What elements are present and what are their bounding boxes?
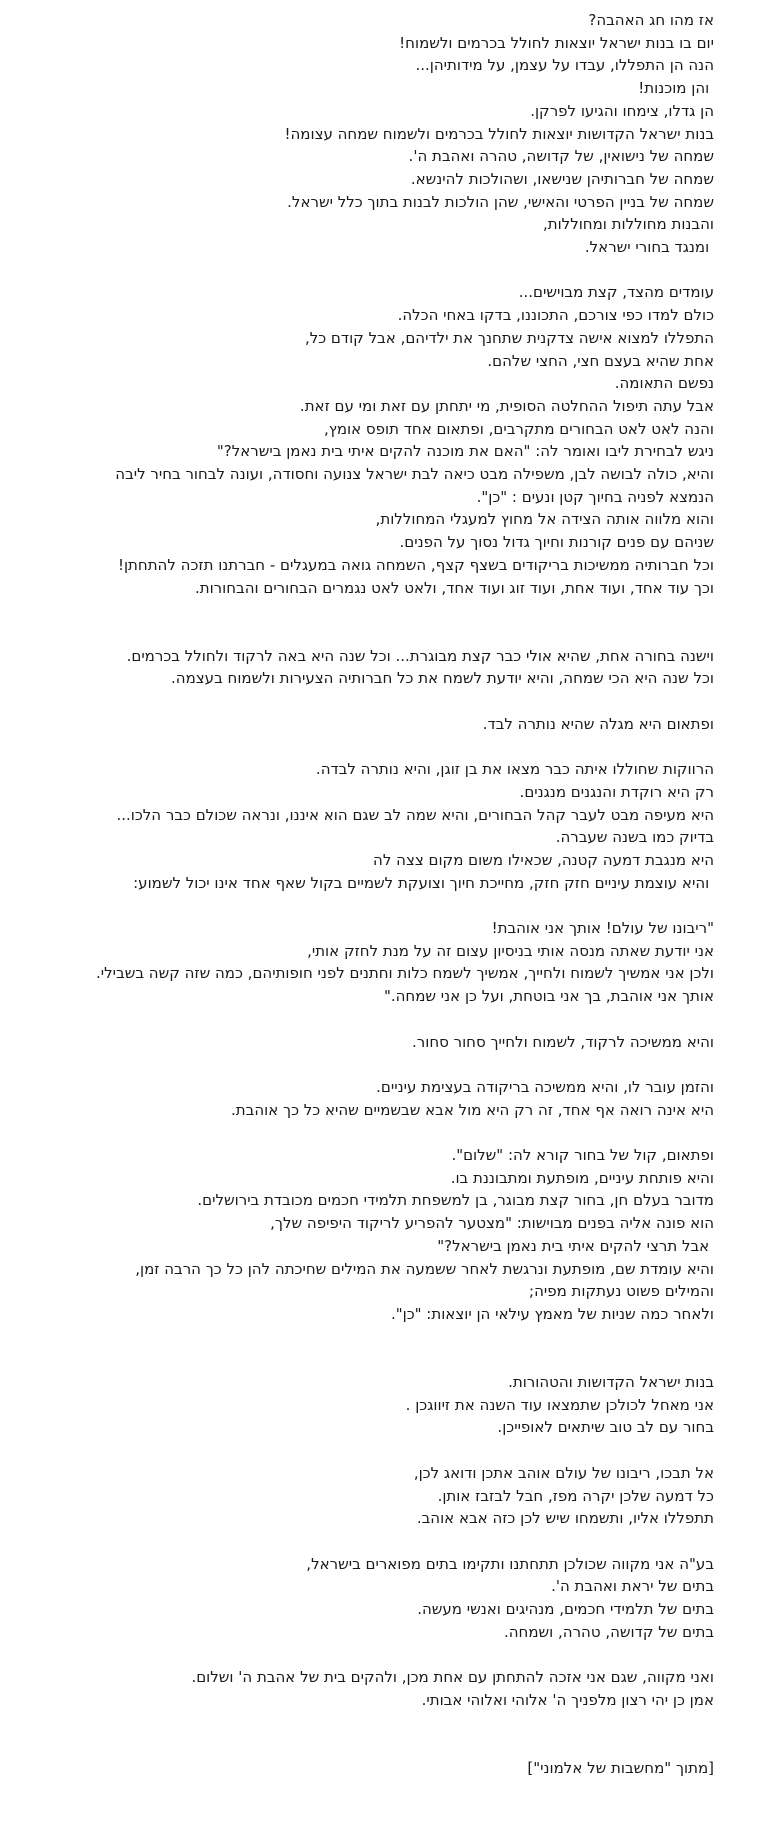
text-line: הן גדלו, צימחו והגיעו לפרקן. <box>530 101 714 120</box>
text-line: וכך עוד אחד, ועוד אחת, ועוד זוג ועוד אחד, ולאט לאט נגמרים הבחורים והבחורות. <box>194 578 714 597</box>
text-line: אחת שהיא בעצם חצי, החצי שלהם. <box>487 351 714 370</box>
text-line: והיא עומדת שם, מופתעת ונרגשת לאחר ששמעה את המילים שחיכתה להן כל כך הרבה זמן, <box>135 1259 714 1278</box>
text-line: כולם למדו כפי צורכם, התכוננו, בדקו באחי הכלה. <box>397 306 714 325</box>
text-line: מדובר בעלם חן, בחור קצת מבוגר, בן למשפחת תלמידי חכמים מכובדת בירושלים. <box>197 1191 714 1210</box>
text-line: והמילים פשוט נעתקות מפיה; <box>529 1282 714 1301</box>
text-line: ולכן אני אמשיך לשמוח ולחייך, אמשיך לשמח כלות וחתנים לפני חופותיהם, כמה שזה קשה בשבילי. <box>96 964 714 983</box>
text-line: הוא פונה אליה בפנים מבוישות: "מצטער להפריע לריקוד היפיפה שלך, <box>270 1214 714 1233</box>
blank-line <box>14 622 714 645</box>
text-line: ואני מקווה, שגם אני אזכה להתחתן עם אחת מכן, ולהקים בית של אהבת ה' ושלום. <box>191 1668 714 1687</box>
text-line: אבל תרצי להקים איתי בית נאמן בישראל?" <box>437 1236 714 1255</box>
text-line: ניגש לבחירת ליבו ואומר לה: "האם את מוכנה להקים איתי בית נאמן בישראל?" <box>216 442 714 461</box>
text-line: והנה לאט לאט הבחורים מתקרבים, ופתאום אחד תופס אומץ, <box>323 419 714 438</box>
blank-line <box>14 1121 714 1144</box>
text-line: רק היא רוקדת והנגנים מנגנים. <box>519 782 714 801</box>
text-line: היא אינה רואה אף אחד, זה רק היא מול אבא שבשמיים שהיא כל כך אוהבת. <box>231 1100 714 1119</box>
text-line: אני מאחל לכולכן שתמצאו עוד השנה את זיווגכן . <box>405 1395 714 1414</box>
blank-line <box>14 1643 714 1666</box>
text-line: והזמן עובר לו, והיא ממשיכה בריקודה בעצימת עיניים. <box>376 1077 714 1096</box>
text-line: אמן כן יהי רצון מלפניך ה' אלוהי ואלוהי אבותי. <box>421 1690 714 1709</box>
text-line: ולאחר כמה שניות של מאמץ עילאי הן יוצאות: "כן". <box>390 1304 714 1323</box>
text-line: אני יודעת שאתה מנסה אותי בניסיון עצום זה על מנת לחזק אותי, <box>307 941 714 960</box>
text-line: בתים של קדושה, טהרה, ושמחה. <box>503 1622 714 1641</box>
text-line: בתים של יראת ואהבת ה'. <box>551 1577 714 1596</box>
text-line: הרווקות שחוללו איתה כבר מצאו את בן זוגן, והיא נותרה לבדה. <box>315 760 714 779</box>
blank-line <box>14 259 714 282</box>
text-line: והוא מלווה אותה הצידה אל מחוץ למעגלי המחוללות, <box>375 510 714 529</box>
text-line: נפשם התאומה. <box>614 374 714 393</box>
text-line: היא מנגבת דמעה קטנה, שכאילו משום מקום צצה לה <box>373 850 714 869</box>
text-line: תתפללו אליו, ותשמחו שיש לכן כזה אבא אוהב. <box>416 1509 714 1528</box>
text-line: וישנה בחורה אחת, שהיא אולי כבר קצת מבוגרת... וכל שנה היא באה לרקוד ולחולל בכרמים. <box>126 646 714 665</box>
text-line: שניהם עם פנים קורנות וחיוך גדול נסוך על הפנים. <box>399 533 714 552</box>
blank-line <box>14 690 714 713</box>
text-line: שמחה של חברותיהן שנישאו, ושהולכות להינשא. <box>410 169 714 188</box>
article-body <box>14 9 714 1780</box>
text-line: שמחה של בניין הפרטי והאישי, שהן הולכות לבנות בתוך כלל ישראל. <box>287 192 714 211</box>
text-line: אותך אני אוהבת, בך אני בוטחת, ועל כן אני שמחה." <box>383 987 714 1006</box>
blank-line <box>14 735 714 758</box>
text-line: בנות ישראל הקדושות יוצאות לחולל בכרמים ולשמוח שמחה עצומה! <box>284 124 714 143</box>
text-line: "ריבונו של עולם! אותך אני אוהבת! <box>491 919 714 938</box>
text-line: וכל חברותיה ממשיכות בריקודים בשצף קצף, השמחה גואה במעגלים - חברתנו תזכה להתחתן! <box>117 555 714 574</box>
blank-line <box>14 599 714 622</box>
text-line: היא מעיפה מבט לעבר קהל הבחורים, והיא שמה לב שגם הוא איננו, ונראה שכולם כבר הלכו... <box>116 805 714 824</box>
text-line: בדיוק כמו בשנה שעברה. <box>555 828 714 847</box>
text-line: ופתאום היא מגלה שהיא נותרה לבד. <box>482 714 714 733</box>
blank-line <box>14 1326 714 1349</box>
text-line: והיא ממשיכה לרקוד, לשמוח ולחייך סחור סחור. <box>412 1032 714 1051</box>
text-line: הנמצא לפניה בחיוך קטן ונעים : "כן". <box>476 487 714 506</box>
text-line: והבנות מחוללות ומחוללות, <box>542 215 714 234</box>
blank-line <box>14 1734 714 1757</box>
text-line: הנה הן התפללו, עבדו על עצמן, על מידותיהן... <box>415 56 714 75</box>
text-line: יום בו בנות ישראל יוצאות לחולל בכרמים ולשמוח! <box>399 33 714 52</box>
text-line: והיא עוצמת עיניים חזק חזק, מחייכת חיוך וצועקת לשמיים בקול שאף אחד אינו יכול לשמוע: <box>133 873 714 892</box>
text-line: ומנגד בחורי ישראל. <box>584 238 714 257</box>
text-line: וכל שנה היא הכי שמחה, והיא יודעת לשמח את כל חברותיה הצעירות ולשמוח בעצמה. <box>171 669 714 688</box>
blank-line <box>14 1348 714 1371</box>
text-line: אז מהו חג האהבה? <box>588 11 714 29</box>
text-line: והיא, כולה לבושה לבן, משפילה מבט כיאה לבת ישראל צנועה וחסודה, ועונה לבחור בחיר ליבה <box>115 465 714 484</box>
text-line: בחור עם לב טוב שיתאים לאופייכן. <box>497 1418 714 1437</box>
text-line: התפללו למצוא אישה צדקנית שתחנך את ילדיהם, אבל קודם כל, <box>304 328 714 347</box>
text-line: אבל עתה תיפול ההחלטה הסופית, מי יתחתן עם זאת ומי עם זאת. <box>299 396 714 415</box>
blank-line <box>14 1439 714 1462</box>
blank-line <box>14 1712 714 1735</box>
text-line: שמחה של נישואין, של קדושה, טהרה ואהבת ה'. <box>408 147 714 166</box>
text-line: והן מוכנות! <box>638 79 714 98</box>
blank-line <box>14 894 714 917</box>
text-line: אל תבכו, ריבונו של עולם אוהב אתכן ודואג לכן, <box>413 1463 714 1482</box>
blank-line <box>14 1008 714 1031</box>
text-line: עומדים מהצד, קצת מבוישים... <box>518 283 714 302</box>
blank-line <box>14 1530 714 1553</box>
text-line: בע"ה אני מקווה שכולכן תתחתנו ותקימו בתים מפוארים בישראל, <box>306 1554 714 1573</box>
text-line: כל דמעה שלכן יקרה מפז, חבל לבזבז אותן. <box>437 1486 714 1505</box>
text-line: בנות ישראל הקדושות והטהורות. <box>508 1373 714 1392</box>
text-line: ופתאום, קול של בחור קורא לה: "שלום". <box>451 1146 714 1165</box>
blank-line <box>14 1053 714 1076</box>
text-line: בתים של תלמידי חכמים, מנהיגים ואנשי מעשה. <box>417 1600 714 1619</box>
text-line: [מתוך "מחשבות של אלמוני"] <box>527 1758 714 1777</box>
text-line: והיא פותחת עיניים, מופתעת ומתבוננת בו. <box>450 1168 714 1187</box>
